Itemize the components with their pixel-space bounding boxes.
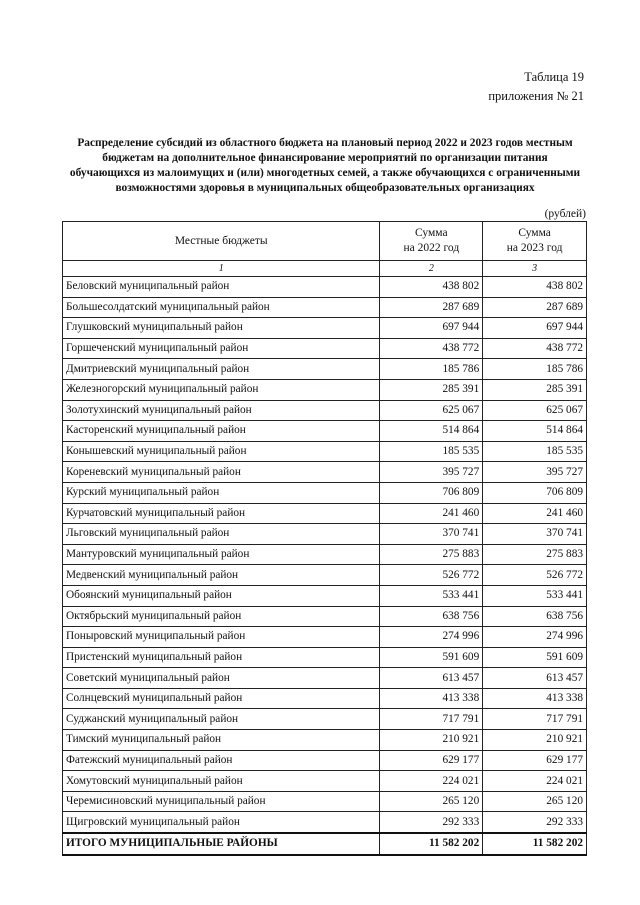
- district-name-cell: Суджанский муниципальный район: [63, 709, 380, 730]
- amount-2022-cell: 697 944: [380, 318, 483, 339]
- amount-2023-cell: 285 391: [483, 379, 587, 400]
- amount-2022-cell: 185 535: [380, 441, 483, 462]
- amount-2022-cell: 533 441: [380, 585, 483, 606]
- table-row: [63, 421, 587, 442]
- total-2022: 11 582 202: [380, 833, 483, 855]
- table-row: [63, 791, 587, 812]
- table-row: [63, 627, 587, 648]
- amount-2022-cell: 274 996: [380, 627, 483, 648]
- amount-2023-cell: 438 772: [483, 338, 587, 359]
- table-row: [63, 524, 587, 545]
- column-number-2: 2: [380, 261, 483, 277]
- district-name-cell: Железногорский муниципальный район: [63, 379, 380, 400]
- column-header-2023: [483, 222, 587, 261]
- district-name-cell: Медвенский муниципальный район: [63, 565, 380, 586]
- amount-2022-cell: 438 802: [380, 277, 483, 298]
- district-name-cell: Глушковский муниципальный район: [63, 318, 380, 339]
- table-row: [63, 379, 587, 400]
- amount-2023-cell: 697 944: [483, 318, 587, 339]
- units-label: (рублей): [544, 208, 586, 220]
- district-name-cell: Золотухинский муниципальный район: [63, 400, 380, 421]
- district-name-cell: Щигровский муниципальный район: [63, 812, 380, 833]
- district-name-cell: Поныровский муниципальный район: [63, 627, 380, 648]
- amount-2023-cell: 265 120: [483, 791, 587, 812]
- district-name-cell: Черемисиновский муниципальный район: [63, 791, 380, 812]
- table-row: [63, 359, 587, 380]
- amount-2022-cell: 285 391: [380, 379, 483, 400]
- amount-2022-cell: 265 120: [380, 791, 483, 812]
- district-name-cell: Обоянский муниципальный район: [63, 585, 380, 606]
- table-row: [63, 606, 587, 627]
- district-name-cell: Тимский муниципальный район: [63, 730, 380, 751]
- amount-2022-cell: 413 338: [380, 688, 483, 709]
- amount-2023-cell: 224 021: [483, 771, 587, 792]
- table-row: [63, 688, 587, 709]
- table-header-row: [63, 222, 587, 261]
- amount-2023-cell: 185 535: [483, 441, 587, 462]
- subsidy-table: [62, 221, 587, 856]
- district-name-cell: Советский муниципальный район: [63, 668, 380, 689]
- amount-2022-cell: 224 021: [380, 771, 483, 792]
- amount-2022-cell: 717 791: [380, 709, 483, 730]
- district-name-cell: Октябрьский муниципальный район: [63, 606, 380, 627]
- total-label: ИТОГО МУНИЦИПАЛЬНЫЕ РАЙОНЫ: [63, 833, 380, 855]
- amount-2023-cell: 275 883: [483, 544, 587, 565]
- table-row: [63, 338, 587, 359]
- amount-2023-cell: 274 996: [483, 627, 587, 648]
- amount-2023-cell: 185 786: [483, 359, 587, 380]
- table-row: [63, 544, 587, 565]
- table-row: [63, 318, 587, 339]
- amount-2023-cell: 241 460: [483, 503, 587, 524]
- district-name-cell: Фатежский муниципальный район: [63, 750, 380, 771]
- amount-2023-cell: 625 067: [483, 400, 587, 421]
- amount-2022-cell: 613 457: [380, 668, 483, 689]
- district-name-cell: Касторенский муниципальный район: [63, 421, 380, 442]
- amount-2023-cell: 287 689: [483, 297, 587, 318]
- amount-2023-cell: 370 741: [483, 524, 587, 545]
- amount-2023-cell: 210 921: [483, 730, 587, 751]
- amount-2022-cell: 287 689: [380, 297, 483, 318]
- amount-2023-cell: 613 457: [483, 668, 587, 689]
- column-number-1: 1: [63, 261, 380, 277]
- table-row: [63, 771, 587, 792]
- table-row: [63, 812, 587, 833]
- table-label: Таблица 19: [524, 70, 584, 84]
- column-header-2022: [380, 222, 483, 261]
- district-name-cell: Мантуровский муниципальный район: [63, 544, 380, 565]
- amount-2023-cell: 629 177: [483, 750, 587, 771]
- column-number-row: [63, 261, 587, 277]
- table-row: [63, 565, 587, 586]
- district-name-cell: Льговский муниципальный район: [63, 524, 380, 545]
- amount-2022-cell: 629 177: [380, 750, 483, 771]
- amount-2022-cell: 241 460: [380, 503, 483, 524]
- district-name-cell: Конышевский муниципальный район: [63, 441, 380, 462]
- amount-2023-cell: 533 441: [483, 585, 587, 606]
- column-header-2022-text: Сумма на 2022 год: [403, 227, 460, 254]
- amount-2023-cell: 395 727: [483, 462, 587, 483]
- district-name-cell: Хомутовский муниципальный район: [63, 771, 380, 792]
- amount-2022-cell: 591 609: [380, 647, 483, 668]
- total-2023: 11 582 202: [483, 833, 587, 855]
- amount-2022-cell: 514 864: [380, 421, 483, 442]
- table-row: [63, 750, 587, 771]
- district-name-cell: Курчатовский муниципальный район: [63, 503, 380, 524]
- district-name-cell: Курский муниципальный район: [63, 482, 380, 503]
- appendix-label: приложения № 21: [488, 89, 584, 103]
- document-title: Распределение субсидий из областного бюджета на плановый период 2022 и 2023 годов местным бюджетам на дополнительное финансирование мероприятий по организации питания обучающихся из малоимущих и (или) многодетных семей, а также обучающихся с ограниченными возможностями здоровья в муниципальных общеобразовательных организациях: [69, 137, 581, 194]
- amount-2023-cell: 438 802: [483, 277, 587, 298]
- table-row: [63, 585, 587, 606]
- amount-2023-cell: 706 809: [483, 482, 587, 503]
- amount-2022-cell: 210 921: [380, 730, 483, 751]
- document-header: [488, 68, 584, 106]
- total-row: [63, 833, 587, 855]
- district-name-cell: Кореневский муниципальный район: [63, 462, 380, 483]
- table-row: [63, 730, 587, 751]
- district-name-cell: Горшеченский муниципальный район: [63, 338, 380, 359]
- table-row: [63, 503, 587, 524]
- table-row: [63, 297, 587, 318]
- column-number-3: 3: [483, 261, 587, 277]
- amount-2022-cell: 185 786: [380, 359, 483, 380]
- table-row: [63, 647, 587, 668]
- amount-2023-cell: 526 772: [483, 565, 587, 586]
- amount-2022-cell: 526 772: [380, 565, 483, 586]
- table-row: [63, 668, 587, 689]
- amount-2022-cell: 438 772: [380, 338, 483, 359]
- column-header-2023-text: Сумма на 2023 год: [506, 227, 563, 254]
- table-row: [63, 277, 587, 298]
- district-name-cell: Большесолдатский муниципальный район: [63, 297, 380, 318]
- amount-2022-cell: 275 883: [380, 544, 483, 565]
- table-row: [63, 441, 587, 462]
- amount-2023-cell: 638 756: [483, 606, 587, 627]
- amount-2023-cell: 514 864: [483, 421, 587, 442]
- amount-2022-cell: 370 741: [380, 524, 483, 545]
- amount-2022-cell: 625 067: [380, 400, 483, 421]
- district-name-cell: Пристенский муниципальный район: [63, 647, 380, 668]
- table-row: [63, 709, 587, 730]
- district-name-cell: Беловский муниципальный район: [63, 277, 380, 298]
- amount-2023-cell: 717 791: [483, 709, 587, 730]
- district-name-cell: Солнцевский муниципальный район: [63, 688, 380, 709]
- amount-2022-cell: 638 756: [380, 606, 483, 627]
- column-header-budgets: Местные бюджеты: [63, 222, 380, 261]
- amount-2023-cell: 591 609: [483, 647, 587, 668]
- amount-2023-cell: 413 338: [483, 688, 587, 709]
- table-row: [63, 400, 587, 421]
- table-row: [63, 462, 587, 483]
- district-name-cell: Дмитриевский муниципальный район: [63, 359, 380, 380]
- table-row: [63, 482, 587, 503]
- amount-2023-cell: 292 333: [483, 812, 587, 833]
- amount-2022-cell: 706 809: [380, 482, 483, 503]
- amount-2022-cell: 292 333: [380, 812, 483, 833]
- amount-2022-cell: 395 727: [380, 462, 483, 483]
